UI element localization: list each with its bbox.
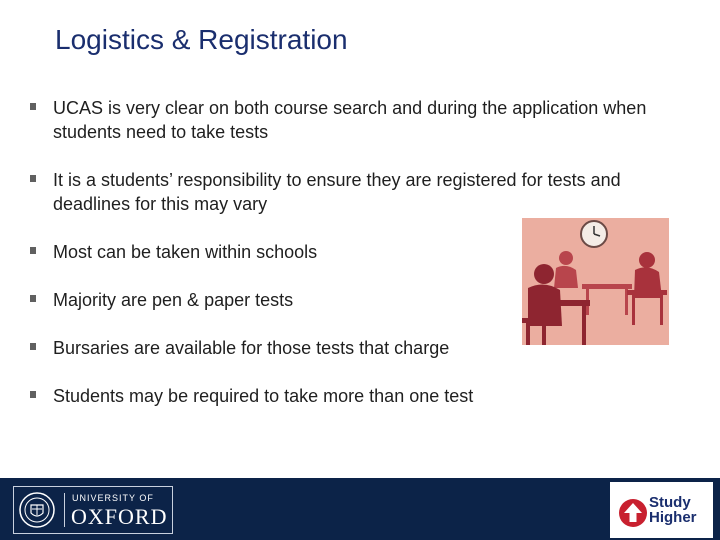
bullet-item	[30, 168, 690, 216]
logo-line-university-of: UNIVERSITY OF	[72, 493, 154, 503]
oxford-crest-icon	[18, 491, 56, 529]
study-higher-line2: Higher	[649, 509, 697, 526]
bullet-text: Majority are pen & paper tests	[53, 290, 294, 310]
square-bullet-icon	[30, 343, 36, 350]
bullet-text: It is a students’ responsibility to ensure they are registered for tests and deadlines for this may vary	[53, 170, 621, 214]
study-higher-line1: Study	[649, 494, 691, 511]
square-bullet-icon	[30, 391, 36, 398]
university-of-oxford-logo	[13, 486, 173, 534]
square-bullet-icon	[30, 175, 36, 182]
logo-divider	[64, 493, 65, 527]
study-higher-logo	[610, 482, 713, 538]
study-higher-text	[649, 495, 697, 525]
bullet-text: Most can be taken within schools	[53, 242, 318, 262]
logo-line-oxford: OXFORD	[71, 504, 168, 529]
footer-bar	[0, 478, 720, 540]
bullet-text: Bursaries are available for those tests that charge	[53, 338, 450, 358]
slide-title: Logistics & Registration	[55, 24, 348, 55]
bullet-text: UCAS is very clear on both course search and during the application when students need to take tests	[53, 98, 647, 142]
square-bullet-icon	[30, 247, 36, 254]
clock-icon	[581, 221, 607, 247]
exam-classroom-illustration	[522, 218, 669, 345]
bullet-item	[30, 96, 690, 144]
bullet-item	[30, 384, 690, 408]
square-bullet-icon	[30, 103, 36, 110]
bullet-text: Students may be required to take more than one test	[53, 386, 474, 406]
square-bullet-icon	[30, 295, 36, 302]
study-higher-arrow-icon	[618, 498, 648, 528]
